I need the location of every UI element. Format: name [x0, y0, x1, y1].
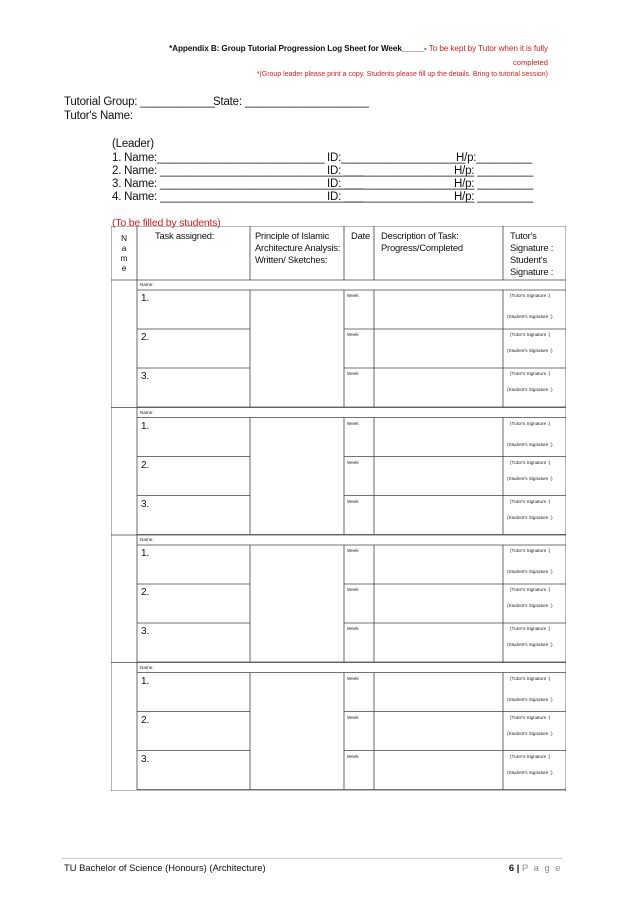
appendix-title	[0, 44, 548, 53]
student-signature-label: (Student's Signature :)	[507, 642, 553, 647]
task-row-number: 1.	[141, 420, 150, 432]
group-name-label: Name:	[140, 282, 154, 287]
table-note: (To be filled by students)	[112, 217, 221, 229]
week-label: Week	[347, 371, 359, 376]
member-4-name: 4. Name: _________________________________	[112, 191, 365, 203]
student-signature-label: (Student's Signature :)	[507, 441, 553, 447]
tutor-signature-label: (Tutor's Signature :)	[510, 548, 551, 553]
tutor-signature-label: (Tutor's Signature :)	[510, 420, 551, 426]
task-row-number: 3.	[141, 498, 150, 510]
task-row-number: 3.	[141, 371, 150, 382]
header-principle: Principle of Islamic Architecture Analysis: Written/ Sketches:	[255, 230, 341, 265]
tutor-signature-label: (Tutor's Signature :)	[510, 498, 551, 504]
student-signature-label: (Student's Signature :)	[507, 475, 553, 481]
appendix-title-note-cont: completed	[512, 58, 548, 67]
state-label: State: ____________________	[213, 96, 369, 108]
week-label: Week	[347, 293, 359, 298]
group-name-label: Name:	[140, 664, 154, 670]
tutor-signature-label: (Tutor's Signature :)	[510, 714, 551, 720]
member-1-id: ID:____________________	[327, 152, 466, 164]
student-signature-label: (Student's Signature :)	[507, 603, 553, 608]
member-1-hp: H/p:_________	[456, 152, 533, 164]
student-signature-label: (Student's Signature :)	[507, 696, 553, 702]
header-signature: Tutor's Signature : Student's Signature :	[510, 230, 554, 277]
student-signature-label: (Student's Signature :)	[507, 730, 553, 736]
week-label: Week	[347, 587, 359, 592]
member-3-name: 3. Name: _________________________________	[112, 178, 365, 190]
task-row-number: 2.	[141, 587, 150, 598]
student-signature-label: (Student's Signature :)	[507, 348, 553, 353]
tutor-signature-label: (Tutor's Signature :)	[510, 626, 551, 631]
page-word: P a g e	[521, 862, 562, 873]
leader-label: (Leader)	[112, 138, 154, 150]
week-label: Week	[347, 548, 359, 553]
task-row-number: 1.	[141, 675, 150, 687]
footer-page	[0, 862, 562, 873]
appendix-title-bold: *Appendix B: Group Tutorial Progression Log Sheet for Week_____-	[169, 44, 427, 53]
appendix-subnote: *(Group leader please print a copy. Students please fill up the details. Bring to tutorial session)	[256, 71, 548, 78]
week-label: Week	[347, 332, 359, 337]
tutor-signature-label: (Tutor's Signature :)	[510, 753, 551, 759]
tutor-signature-label: (Tutor's Signature :)	[510, 332, 551, 337]
member-2-hp: H/p: _________	[454, 165, 534, 177]
task-row-number: 1.	[141, 293, 150, 304]
student-signature-label: (Student's Signature :)	[507, 569, 553, 574]
week-label: Week	[347, 753, 359, 759]
student-signature-label: (Student's Signature :)	[507, 769, 553, 775]
member-2-name: 2. Name: _________________________________	[112, 165, 365, 177]
member-3-id: ID: _____________________	[327, 178, 475, 190]
week-label: Week	[347, 420, 359, 426]
tutor-signature-label: (Tutor's Signature :)	[510, 293, 551, 298]
tutor-signature-label: (Tutor's Signature :)	[510, 459, 551, 465]
student-signature-label: (Student's Signature :)	[507, 514, 553, 520]
member-1-name: 1. Name:___________________________	[112, 152, 325, 164]
header-description: Description of Task: Progress/Completed	[381, 230, 463, 253]
group-name-label: Name:	[140, 409, 154, 415]
week-label: Week	[347, 626, 359, 631]
group-name-label: Name:	[140, 537, 154, 542]
student-signature-label: (Student's Signature :)	[507, 314, 553, 319]
appendix-title-note: To be kept by Tutor when it is fully	[426, 44, 548, 53]
page-number: 6	[508, 862, 515, 873]
footer-divider	[62, 858, 562, 859]
header-name: N a m e	[120, 233, 128, 273]
week-label: Week	[347, 714, 359, 720]
task-row-number: 3.	[141, 753, 150, 765]
member-2-id: ID: _____________________	[327, 165, 475, 177]
member-4-id: ID: _____________________	[327, 191, 475, 203]
task-row-number: 3.	[141, 626, 150, 637]
student-signature-label: (Student's Signature :)	[507, 387, 553, 392]
header-task: Task assigned:	[155, 230, 215, 241]
header-date: Date	[351, 230, 371, 241]
task-row-number: 2.	[141, 714, 150, 726]
tutor-signature-label: (Tutor's Signature :)	[510, 371, 551, 376]
week-label: Week	[347, 498, 359, 504]
table-grid	[111, 226, 566, 791]
member-4-hp: H/p: _________	[454, 191, 534, 203]
tutor-name-label: Tutor's Name:	[64, 110, 133, 122]
task-row-number: 2.	[141, 332, 150, 343]
progression-log-table	[111, 226, 566, 791]
tutorial-group-label: Tutorial Group: ____________	[64, 96, 215, 108]
week-label: Week	[347, 675, 359, 681]
page-separator: |	[514, 862, 522, 873]
week-label: Week	[347, 459, 359, 465]
tutor-signature-label: (Tutor's Signature :)	[510, 675, 551, 681]
task-row-number: 2.	[141, 459, 150, 471]
member-3-hp: H/p: _________	[454, 178, 534, 190]
tutor-signature-label: (Tutor's Signature :)	[510, 587, 551, 592]
task-row-number: 1.	[141, 548, 150, 559]
footer-course: TU Bachelor of Science (Honours) (Architecture)	[64, 862, 266, 873]
